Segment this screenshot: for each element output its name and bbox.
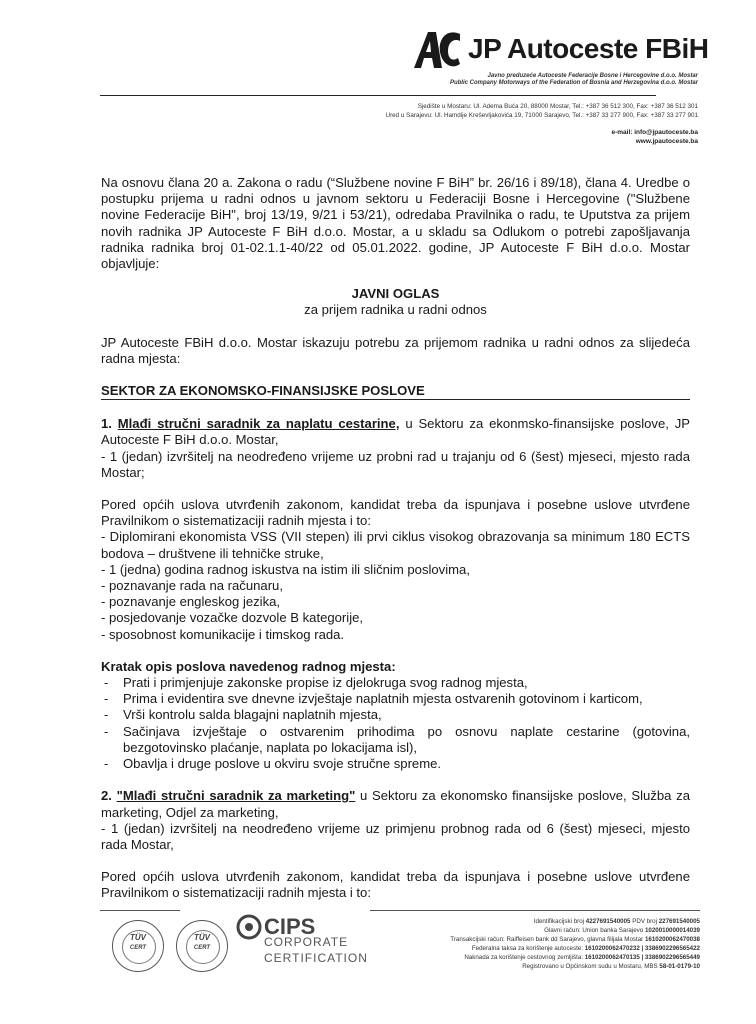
intro-paragraph: Na osnovu člana 20 a. Zakona o radu (“Službene novine F BiH” br. 26/16 i 89/18), člana 4. Uredbe o postupku prijema u radni odnos u javnom sektoru u Federaciji Bosne i Hercegovine ("Službene novine Federacije BiH", broj 13/19, 9/21 i 53/21), odredaba Pravilnika o radu, te Uputstva za prijem novih radnika JP Autoceste F BiH d.o.o. Mostar, a u skladu sa Odlukom o potrebi zapošljavanja radnika radnika broj 01-02.1.1-40/22 od 05.01.2022. godine, JP Autoceste F BiH d.o.o. Mostar objavljuje:	[101, 175, 690, 272]
tuv-cert-badge-1	[112, 920, 164, 972]
job2-heading	[101, 788, 690, 820]
list-item: - Obavlja i druge poslove u okviru svoje stručne spreme.	[101, 756, 690, 772]
list-item: - sposobnost komunikacije i timskog rada.	[101, 626, 345, 642]
list-item: - 1 (jedna) godina radnog iskustva na istim ili sličnim poslovima,	[101, 561, 470, 577]
job2-description: u Sektoru za ekonomsko finansijske poslove, Služba za marketing, Odjel za marketing,	[101, 788, 690, 820]
job1-title: Mlađi stručni saradnik za naplatu cestarine,	[117, 416, 400, 432]
badge-text: TÜV	[130, 933, 146, 942]
cips-subtitle-2: CERTIFICATION	[264, 951, 368, 965]
badge-text: TÜV	[194, 933, 210, 942]
job1-number: 1.	[101, 416, 118, 432]
cips-logo-icon	[236, 914, 262, 940]
cips-title: CIPS	[264, 914, 316, 939]
list-item: - Prati i primjenjuje zakonske propise iz djelokruga svog radnog mjesta,	[101, 675, 690, 691]
job1-description: u Sektoru za ekonmsko-finansijske poslove, JP Autoceste F BiH d.o.o. Mostar,	[101, 416, 690, 448]
header-divider	[100, 95, 656, 96]
address-mostar: Sjedište u Mostaru: Ul. Adema Buća 20, 88000 Mostar, Tel.: +387 36 512 300, Fax: +387 36 512 301	[417, 103, 698, 110]
tuv-cert-badge-2	[176, 920, 228, 972]
job2-positions: - 1 (jedan) izvršitelj na neodređeno vrijeme uz primjenu probnog rada od 6 (šest) mjeseci, mjesto rada Mostar,	[101, 820, 690, 852]
footer-registration: Registrovano u Općinskom sudu u Mostaru, MBS 58-01-0179-10	[522, 963, 700, 970]
job1-duties-title: Kratak opis poslova navedenog radnog mjesta:	[101, 658, 396, 674]
job2-title: "Mlađi stručni saradnik za marketing"	[116, 788, 356, 804]
logo-text: JP Autoceste FBiH	[468, 33, 709, 64]
email-link[interactable]: e-mail: info@jpautoceste.ba	[611, 129, 698, 136]
footer-federal-tax: Federalna taksa za korištenje autoceste: 1610200062470232 | 3386902296565422	[471, 945, 700, 952]
footer-id-line: Identifikacijski broj 4227691540005 PDV broj 227691540005	[533, 918, 700, 925]
job1-conditions-list	[101, 529, 690, 642]
job1-conditions-intro: Pored općih uslova utvrđenih zakonom, kandidat treba da ispunjava i posebne uslove utvrđene Pravilnikom o sistematizaciji radnih mjesta i to:	[101, 497, 690, 529]
job1-positions: - 1 (jedan) izvršitelj na neodređeno vrijeme uz probni rad u trajanju od 6 (šest) mjeseci, mjesto rada Mostar;	[101, 448, 690, 480]
sector-heading: SEKTOR ZA EKONOMSKO-FINANSIJSKE POSLOVE	[101, 383, 425, 399]
footer-road-fee: Naknada za korištenje cestovnog zemljišta: 1610200062470135 | 3386902296565449	[464, 954, 700, 961]
document-body	[101, 175, 690, 902]
document-title: JAVNI OGLAS	[351, 286, 440, 302]
company-name-english: Public Company Motorways of the Federation of Bosnia and Herzegovina d.o.o. Mostar	[449, 80, 698, 86]
footer-divider-left	[100, 910, 180, 911]
job1-heading	[101, 416, 690, 448]
company-name-local: Javno preduzeće Autoceste Federacije Bosne i Hercegovine d.o.o. Mostar	[487, 73, 698, 79]
job2-number: 2.	[101, 788, 117, 804]
footer-divider-right	[370, 910, 700, 911]
list-item: - Prima i evidentira sve dnevne izvještaje naplatnih mjesta ostvarenih gotovinom i karticom,	[101, 691, 690, 707]
footer-transaction-account: Transakcijski račun: Raiffeisen bank dd Sarajevo, glavna filijala Mostar 1610200062470038	[450, 936, 700, 943]
list-item: - posjedovanje vozačke dozvole B kategorije,	[101, 610, 364, 626]
document-subtitle: za prijem radnika u radni odnos	[304, 302, 487, 318]
cips-subtitle-1: CORPORATE	[264, 935, 349, 949]
sector-divider	[101, 399, 690, 400]
address-sarajevo: Ured u Sarajevu: Ul. Hamdije Kreševljakovića 19, 71000 Sarajevo, Tel.: +387 33 277 900, Fax: +387 33 277 901	[385, 112, 698, 119]
badge-subtext: CERT	[129, 945, 147, 951]
list-item: - Sačinjava izvještaje o ostvarenim prihodima po osnovu naplate cestarine (gotovina, bezgotovinsko plaćanje, naplata po lokacijama isl),	[101, 724, 690, 756]
list-item: - poznavanje engleskog jezika,	[101, 594, 281, 610]
job1-duties-list	[101, 675, 690, 772]
company-logo	[412, 30, 712, 70]
website-link[interactable]: www.jpautoceste.ba	[635, 138, 698, 145]
need-paragraph: JP Autoceste FBiH d.o.o. Mostar iskazuju potrebu za prijemom radnika u radni odnos za slijedeća radna mjesta:	[101, 334, 690, 366]
list-item: - Diplomirani ekonomista VSS (VII stepen) ili prvi ciklus visokog obrazovanja sa minimum 180 ECTS bodova – društvene ili tehničke struke,	[101, 529, 690, 561]
ac-logo-icon	[412, 30, 462, 70]
list-item: - Vrši kontrolu salda blagajni naplatnih mjesta,	[101, 707, 690, 723]
badge-subtext: CERT	[193, 945, 211, 951]
list-item: - poznavanje rada na računaru,	[101, 578, 283, 594]
job2-conditions-intro: Pored općih uslova utvrđenih zakonom, kandidat treba da ispunjava i posebne uslove utvrđene Pravilnikom o sistematizaciji radnih mjesta i to:	[101, 869, 690, 901]
footer-main-account: Glavni račun: Union banka Sarajevo 1020010000014039	[544, 927, 700, 934]
